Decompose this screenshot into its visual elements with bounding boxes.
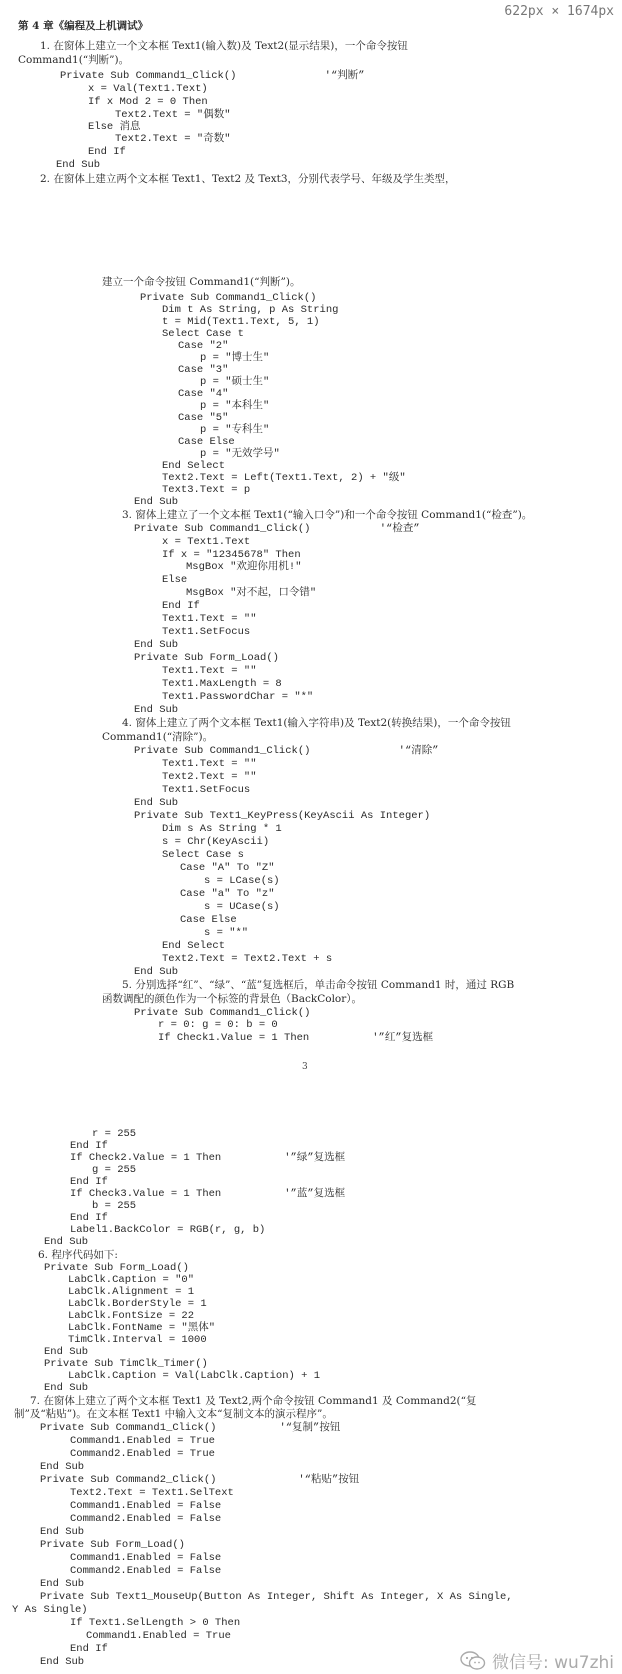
code-line: Private Sub Form_Load() [44, 1262, 189, 1274]
text-line: Command1(“判断”)。 [18, 54, 130, 66]
code-line: Command1.Enabled = False [70, 1552, 222, 1564]
code-line: Private Sub Command1_Click() '“检查” [134, 523, 420, 535]
code-line: End Sub [40, 1656, 85, 1668]
code-line: LabClk.FontSize = 22 [68, 1310, 195, 1322]
code-line: Text1.MaxLength = 8 [162, 678, 282, 690]
code-line: End If [162, 600, 200, 612]
code-line: s = Chr(KeyAscii) [162, 836, 270, 848]
code-line: Select Case t [162, 328, 244, 340]
code-line: r = 255 [92, 1128, 137, 1140]
text-line: 1. 在窗体上建立一个文本框 Text1(输入数)及 Text2(显示结果)，一个命令按钮 [40, 40, 408, 52]
code-line: LabClk.Caption = "0" [68, 1274, 195, 1286]
code-line: LabClk.Alignment = 1 [68, 1286, 195, 1298]
code-line: End Sub [134, 639, 179, 651]
dimension-label: 622px × 1674px [504, 4, 614, 19]
code-line: TimClk.Interval = 1000 [68, 1334, 207, 1346]
code-line: End Select [162, 460, 226, 472]
code-line: End Sub [44, 1236, 89, 1248]
code-line: Case "2" [178, 340, 229, 352]
page-number: 3 [302, 1062, 308, 1072]
code-line: LabClk.FontName = "黑体" [68, 1322, 216, 1334]
code-line: If x = "12345678" Then [162, 549, 301, 561]
code-line: p = "专科生" [200, 424, 270, 436]
code-line: Command2.Enabled = False [70, 1513, 222, 1525]
code-line: p = "无效学号" [200, 448, 280, 460]
code-line: Text2.Text = Text2.Text + s [162, 953, 333, 965]
code-line: Text2.Text = "偶数" [115, 109, 231, 121]
code-line: Private Sub Text1_MouseUp(Button As Integer, Shift As Integer, X As Single, [40, 1591, 513, 1603]
code-line: End Sub [56, 159, 101, 171]
code-line: Text2.Text = Text1.SelText [70, 1487, 234, 1499]
code-line: t = Mid(Text1.Text, 5, 1) [162, 316, 320, 328]
code-line: Private Sub Command1_Click() '“复制”按钮 [40, 1422, 341, 1434]
code-line: End Sub [134, 704, 179, 716]
code-line: p = "硕士生" [200, 376, 270, 388]
code-line: If Check3.Value = 1 Then '”蓝”复选框 [70, 1188, 346, 1200]
code-line: x = Text1.Text [162, 536, 251, 548]
code-line: End If [88, 146, 126, 158]
code-line: s = UCase(s) [204, 901, 280, 913]
code-line: Private Sub TimClk_Timer() [44, 1358, 208, 1370]
code-line: Case "4" [178, 388, 229, 400]
text-line: 2. 在窗体上建立两个文本框 Text1、Text2 及 Text3，分别代表学号、年级及学生类型， [40, 173, 456, 185]
code-line: Private Sub Form_Load() [40, 1539, 185, 1551]
code-line: LabClk.Caption = Val(LabClk.Caption) + 1 [68, 1370, 321, 1382]
code-line: Text1.SetFocus [162, 784, 251, 796]
text-line: 函数调配的颜色作为一个标签的背景色（BackColor）。 [102, 993, 363, 1005]
code-line: x = Val(Text1.Text) [88, 83, 208, 95]
code-line: g = 255 [92, 1164, 137, 1176]
code-line: Case "3" [178, 364, 229, 376]
code-line: End Sub [40, 1461, 85, 1473]
code-line: Text2.Text = "奇数" [115, 133, 231, 145]
code-line: End If [70, 1140, 108, 1152]
code-line: Y As Single) [12, 1604, 88, 1616]
code-line: Private Sub Command2_Click() '“粘贴”按钮 [40, 1474, 360, 1486]
code-line: Private Sub Command1_Click() '“清除” [134, 745, 439, 757]
code-line: End If [70, 1212, 108, 1224]
code-line: r = 0: g = 0: b = 0 [158, 1019, 278, 1031]
text-line: 5. 分别选择“红”、“绿”、“蓝”复选框后，单击命令按钮 Command1 时，通过 RGB [122, 979, 515, 991]
code-line: Text2.Text = "" [162, 771, 257, 783]
text-line: 制”及“粘贴”)。在文本框 Text1 中输入文本“复制文本的演示程序”。 [14, 1408, 333, 1420]
code-line: Case Else [178, 436, 235, 448]
code-line: If Text1.SelLength > 0 Then [70, 1617, 241, 1629]
code-line: End Sub [40, 1526, 85, 1538]
code-line: If x Mod 2 = 0 Then [88, 96, 208, 108]
code-line: Select Case s [162, 849, 244, 861]
text-line: Command1(“清除”)。 [102, 731, 214, 743]
text-line: 6. 程序代码如下: [38, 1249, 118, 1261]
code-line: Text1.Text = "" [162, 665, 257, 677]
chapter-title: 第 4 章《编程及上机调试》 [18, 20, 149, 32]
code-line: Else 消息 [88, 121, 141, 133]
code-line: End Sub [134, 966, 179, 978]
code-line: Else [162, 574, 188, 586]
code-line: Command1.Enabled = False [70, 1500, 222, 1512]
code-line: Dim t As String, p As String [162, 304, 339, 316]
code-line: End Sub [44, 1346, 89, 1358]
code-line: Command2.Enabled = True [70, 1448, 215, 1460]
code-line: End Sub [40, 1578, 85, 1590]
code-line: s = "*" [204, 927, 249, 939]
watermark-text: 微信号: wu7zhi [491, 1653, 614, 1673]
code-line: Command1.Enabled = True [86, 1630, 231, 1642]
text-line: 建立一个命令按钮 Command1(“判断”)。 [102, 276, 301, 288]
code-line: MsgBox "对不起，口令错" [186, 587, 317, 599]
text-line: 7. 在窗体上建立了两个文本框 Text1 及 Text2,两个命令按钮 Command1 及 Command2(“复 [30, 1395, 477, 1407]
code-line: Private Sub Command1_Click() [140, 292, 317, 304]
code-line: s = LCase(s) [204, 875, 280, 887]
code-line: Private Sub Command1_Click() '“判断” [60, 70, 365, 82]
code-line: Case "A" To "Z" [180, 862, 275, 874]
code-line: Private Sub Command1_Click() [134, 1007, 311, 1019]
code-line: Text1.SetFocus [162, 626, 251, 638]
code-line: Dim s As String * 1 [162, 823, 282, 835]
code-line: Case Else [180, 914, 237, 926]
code-line: End Select [162, 940, 226, 952]
code-line: Text2.Text = Left(Text1.Text, 2) + "级" [162, 472, 406, 484]
code-line: p = "本科生" [200, 400, 270, 412]
code-line: Text1.Text = "" [162, 613, 257, 625]
code-line: Text1.Text = "" [162, 758, 257, 770]
code-line: MsgBox "欢迎你用机!" [186, 561, 302, 573]
code-line: End If [70, 1176, 108, 1188]
code-line: Command1.Enabled = True [70, 1435, 215, 1447]
code-line: End If [70, 1643, 108, 1655]
watermark [460, 1648, 614, 1673]
code-line: Text1.PasswordChar = "*" [162, 691, 314, 703]
code-line: Case "a" To "z" [180, 888, 275, 900]
code-line: b = 255 [92, 1200, 137, 1212]
wechat-icon [460, 1651, 486, 1671]
code-line: Text3.Text = p [162, 484, 251, 496]
code-line: Private Sub Text1_KeyPress(KeyAscii As Integer) [134, 810, 431, 822]
code-line: End Sub [134, 797, 179, 809]
code-line: LabClk.BorderStyle = 1 [68, 1298, 207, 1310]
text-line: 4. 窗体上建立了两个文本框 Text1(输入字符串)及 Text2(转换结果)，一个命令按钮 [122, 717, 511, 729]
code-line: Case "5" [178, 412, 229, 424]
code-line: Private Sub Form_Load() [134, 652, 279, 664]
code-line: p = "博士生" [200, 352, 270, 364]
code-line: Command2.Enabled = False [70, 1565, 222, 1577]
code-line: Label1.BackColor = RGB(r, g, b) [70, 1224, 266, 1236]
code-line: If Check2.Value = 1 Then '”绿”复选框 [70, 1152, 346, 1164]
code-line: End Sub [134, 496, 179, 508]
code-line: If Check1.Value = 1 Then '”红”复选框 [158, 1032, 434, 1044]
code-line: End Sub [44, 1382, 89, 1394]
text-line: 3. 窗体上建立了一个文本框 Text1(“输入口令”)和一个命令按钮 Command1(“检查”)。 [122, 509, 533, 521]
